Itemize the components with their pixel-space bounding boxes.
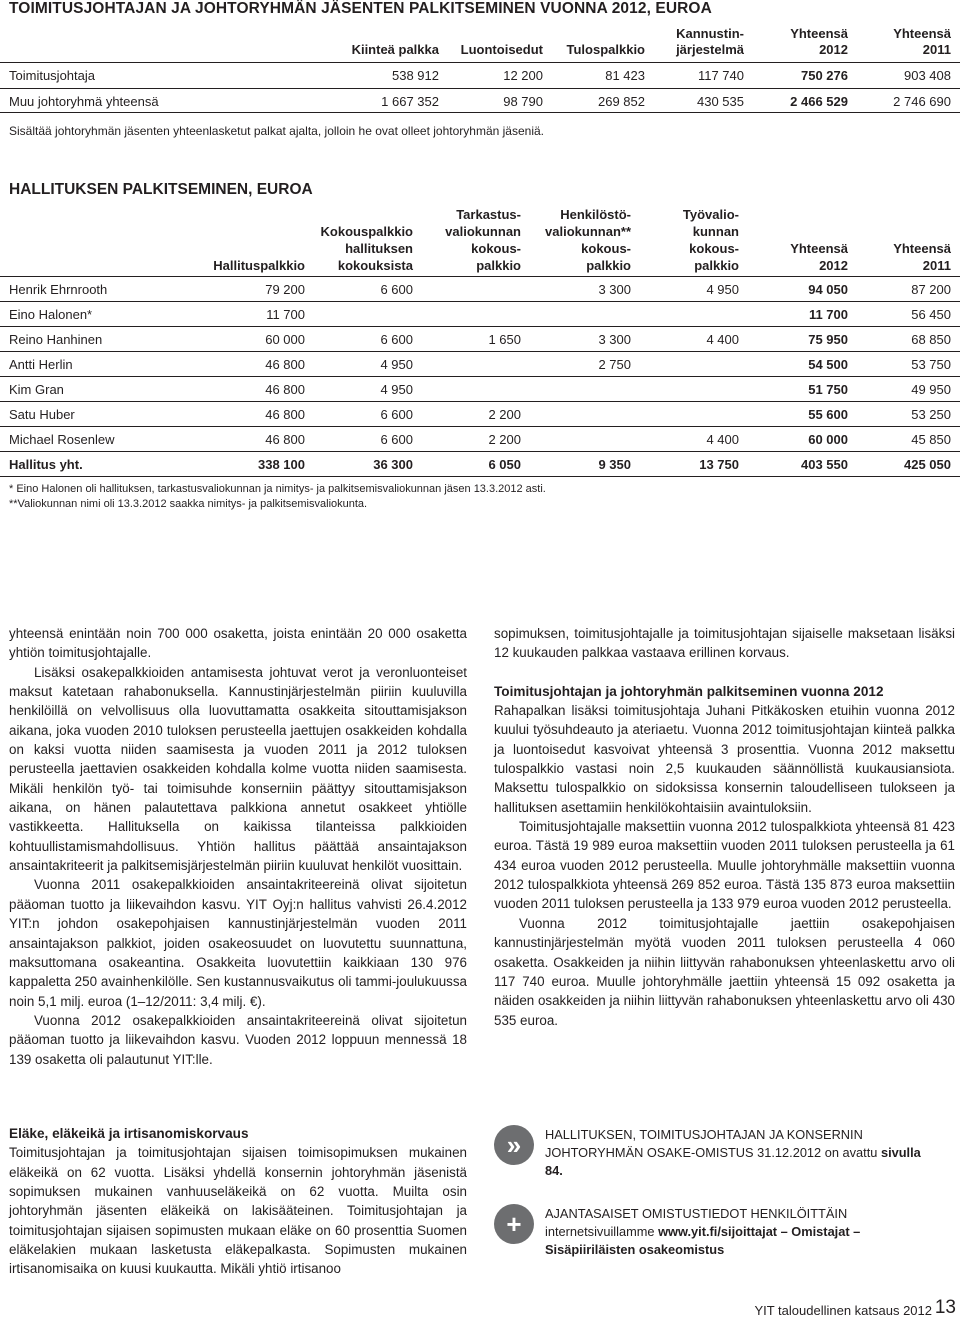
t1-head-total2011-l1: Yhteensä	[893, 26, 951, 41]
table1-header	[0, 26, 960, 58]
table2-footnote-2: **Valiokunnan nimi oli 13.3.2012 saakka nimitys- ja palkitsemisvaliokunta.	[9, 498, 368, 510]
t2-head-total2011	[893, 240, 951, 274]
t2-head-audit-l4: palkkio	[476, 258, 521, 273]
t2-cell-board: 60 000	[265, 332, 305, 347]
t2-head-total2012	[790, 240, 848, 274]
t2-total-name: Hallitus yht.	[9, 457, 83, 472]
table2-body	[0, 276, 960, 477]
t1-cell-total2011: 903 408	[904, 68, 951, 83]
body-left-column	[9, 624, 467, 1069]
t2-head-board-fee: Hallituspalkkio	[213, 258, 305, 273]
table-row	[0, 401, 960, 426]
t1-cell-bonus: 269 852	[598, 94, 645, 109]
callout-ownership	[545, 1126, 925, 1180]
callout-ownership-text: HALLITUKSEN, TOIMITUSJOHTAJAN JA KONSERNIN JOHTORYHMÄN OSAKE-OMISTUS 31.12.2012 on avattu	[545, 1127, 878, 1160]
pension-heading: Eläke, eläkeikä ja irtisanomiskorvaus	[9, 1126, 249, 1141]
t2-cell-name: Henrik Ehrnrooth	[9, 282, 108, 297]
table2-footnotes	[9, 482, 546, 512]
t1-head-total2011-l2: 2011	[922, 42, 951, 57]
t1-head-total2012	[790, 26, 848, 58]
callout-holdings	[545, 1205, 945, 1259]
body-right-paragraph-1: sopimuksen, toimitusjohtajalle ja toimitusjohtajan sijaiselle maksetaan lisäksi 12 kuukauden palkkaa vastaava erillinen korvaus.	[494, 626, 955, 661]
t2-total-meeting: 36 300	[373, 457, 413, 472]
table2-header	[0, 204, 960, 274]
body-left-paragraph-1: yhteensä enintään noin 700 000 osaketta, joista enintään 20 000 osaketta yhtiön toimitusjohtajalle.	[9, 626, 467, 661]
t2-cell-name: Satu Huber	[9, 407, 75, 422]
table-row	[0, 276, 960, 301]
pension-paragraph: Toimitusjohtajan ja toimitusjohtajan sijaisen toimisopimuksen mukainen eläkeikä on 62 vuotta. Lisäksi yhdellä konsernin johtoryhmän jäsenistä sopimuksen mukainen vanhuuseläkeikä on 62 vuotta. Muilta osin johtoryhmän jäsenten eläkeikä on lakisääteinen. Toimitusjohtajan ja toimitusjohtajan sijaisen sopimusten mukaan eläke on 60 prosenttia Suomen eläkelakien mukaan lasketusta eläkepalkasta. Sopimusten mukainen irtisanomisaika on kuusi kuukautta. Mikäli yhtiö irtisanoo	[9, 1145, 467, 1277]
t1-head-incentive-l1: Kannustin-	[676, 26, 744, 41]
callout-ownership-link[interactable]: sivulla 84.	[545, 1145, 921, 1178]
t2-cell-name: Eino Halonen*	[9, 307, 93, 322]
t1-cell-incentive: 117 740	[697, 68, 744, 83]
body-right-paragraph-2: Rahapalkan lisäksi toimitusjohtaja Juhani Pitkäkosken etuihin vuonna 2012 kuului työsuhdeauto ja ateriaetu. Vuonna 2012 toimitusjohtajan kiinteä palkka ja luontoisedut kasvoivat yhteensä 3 prosenttia. Vuonna 2012 maksettu tulospalkkio vastasi noin 2,5 kuukauden säännöllistä kuukausiansiota. Maksettu tulospalkkio on sidoksissa konsernin taloudelliseen tulokseen ja hallituksen asettamiin henkilökohtaisiin avaintuloksiin.	[494, 703, 955, 815]
t2-head-personnel-l2: valiokunnan**	[545, 224, 631, 239]
t1-head-total2012-l1: Yhteensä	[790, 26, 848, 41]
t2-head-work-l1: Työvalio-	[682, 207, 739, 222]
t2-head-audit	[445, 206, 521, 274]
t2-total-work: 13 750	[699, 457, 739, 472]
t2-cell-meeting: 6 600	[380, 432, 413, 447]
t2-cell-meeting: 6 600	[380, 282, 413, 297]
t1-cell-total2012: 2 466 529	[790, 94, 848, 109]
t2-cell-board: 11 700	[266, 307, 305, 322]
t2-cell-board: 46 800	[265, 432, 305, 447]
table-row	[0, 326, 960, 351]
t2-head-audit-l1: Tarkastus-	[456, 207, 521, 222]
t2-cell-total2011: 49 950	[911, 382, 951, 397]
table-row	[0, 426, 960, 451]
t2-total-personnel: 9 350	[598, 457, 631, 472]
t2-cell-name: Reino Hanhinen	[9, 332, 103, 347]
t1-cell-name: Muu johtoryhmä yhteensä	[9, 94, 159, 109]
t2-cell-work: 4 400	[706, 432, 739, 447]
t2-cell-audit: 2 200	[488, 407, 521, 422]
body-right-paragraph-4: Vuonna 2012 toimitusjohtajalle jaettiin osakepohjaisen kannustinjärjestelmän myötä vuoden 2011 tuloksen perusteella 4 060 osaketta. Osakkeiden ja niihin liittyvän rahabonuksen yhteenlaskettu arvo oli 117 740 euroa. Muulle johtoryhmälle jaettiin yhteensä 15 092 osaketta ja näiden osakkeiden ja niihin liittyvän rahabonuksen yhteenlaskettu arvo oli 430 535 euroa.	[494, 915, 955, 1028]
t2-head-total2012-l2: 2012	[819, 258, 848, 273]
t2-head-total2011-l2: 2011	[922, 258, 951, 273]
page-number: 13	[934, 1297, 956, 1318]
t2-cell-total2011: 53 750	[911, 357, 951, 372]
body-left-paragraph-4: Vuonna 2012 osakepalkkioiden ansaintakriteereinä olivat sijoitetun pääoman tuotto ja liikevaihdon kasvu. Vuoden 2012 loppuun mennessä 18 139 osaketta oli palautunut YIT:lle.	[9, 1012, 467, 1067]
t2-cell-personnel: 3 300	[598, 332, 631, 347]
t1-cell-total2012: 750 276	[801, 68, 848, 83]
t2-head-personnel-l4: palkkio	[586, 258, 631, 273]
t2-cell-total2012: 55 600	[808, 407, 848, 422]
t2-cell-audit: 1 650	[488, 332, 521, 347]
t2-cell-total2011: 68 850	[911, 332, 951, 347]
t2-total-total2012: 403 550	[801, 457, 848, 472]
t2-cell-work: 4 950	[706, 282, 739, 297]
t2-cell-board: 46 800	[265, 357, 305, 372]
t1-cell-benefits: 12 200	[503, 68, 543, 83]
t2-total-board: 338 100	[258, 457, 305, 472]
t1-head-total2011	[893, 26, 951, 58]
t2-total-audit: 6 050	[488, 457, 521, 472]
table1-body	[0, 62, 960, 114]
t2-head-personnel-l1: Henkilöstö-	[560, 207, 631, 222]
t2-head-meeting-l1: Kokouspalkkio	[320, 224, 413, 239]
t1-head-fixed: Kiinteä palkka	[351, 42, 439, 57]
table-row	[0, 351, 960, 376]
t2-cell-total2011: 45 850	[911, 432, 951, 447]
t2-head-personnel	[545, 206, 631, 274]
t1-head-benefits: Luontoisedut	[460, 42, 543, 57]
t2-head-audit-l3: kokous-	[471, 241, 521, 256]
t2-cell-meeting: 4 950	[380, 357, 413, 372]
t2-cell-board: 79 200	[265, 282, 305, 297]
t2-head-total2012-l1: Yhteensä	[790, 241, 848, 256]
table-total-row	[0, 451, 960, 477]
t2-cell-name: Kim Gran	[9, 382, 64, 397]
pension-section	[9, 1124, 467, 1279]
table2-title: HALLITUKSEN PALKITSEMINEN, EUROA	[9, 181, 313, 198]
t2-cell-meeting: 4 950	[380, 382, 413, 397]
t2-cell-audit: 2 200	[488, 432, 521, 447]
table-row	[0, 88, 960, 114]
table-row	[0, 62, 960, 88]
t2-head-work	[683, 206, 739, 274]
t2-head-meeting	[321, 223, 413, 274]
footer-report-name: YIT taloudellinen katsaus 2012	[754, 1303, 932, 1318]
table-row	[0, 301, 960, 326]
t2-cell-total2012: 51 750	[808, 382, 848, 397]
callout-holdings-link[interactable]: www.yit.fi/sijoittajat – Omistajat – Sisäpiiriläisten osakeomistus	[545, 1224, 861, 1257]
t1-head-incentive	[676, 26, 744, 58]
table1-note: Sisältää johtoryhmän jäsenten yhteenlasketut palkat ajalta, jolloin he ovat olleet johtoryhmän jäseniä.	[9, 124, 544, 138]
t1-cell-incentive: 430 535	[697, 94, 744, 109]
t1-cell-total2011: 2 746 690	[893, 94, 951, 109]
t2-head-meeting-l3: kokouksista	[337, 258, 413, 273]
t1-cell-fixed: 538 912	[392, 68, 439, 83]
table2-footnote-1: * Eino Halonen oli hallituksen, tarkastusvaliokunnan ja nimitys- ja palkitsemisvaliokunnan jäsen 13.3.2012 asti.	[9, 483, 546, 495]
t2-cell-personnel: 3 300	[598, 282, 631, 297]
t2-head-work-l2: kunnan	[692, 224, 739, 239]
table1-title: TOIMITUSJOHTAJAN JA JOHTORYHMÄN JÄSENTEN PALKITSEMINEN VUONNA 2012, EUROA	[9, 0, 712, 17]
callout-holdings-text: AJANTASAISET OMISTUSTIEDOT HENKILÖITTÄIN internetsivuillamme	[545, 1206, 848, 1239]
t2-cell-total2012: 60 000	[808, 432, 848, 447]
t2-cell-board: 46 800	[265, 382, 305, 397]
body-left-paragraph-2: Lisäksi osakepalkkioiden antamisesta johtuvat verot ja veronluonteiset maksut katetaan rahabonuksella. Kannustinjärjestelmän piiriin kuuluvilla henkilöillä on velvollisuus olla luovuttamatta osakkeita sitouttamisjakson aikana, joka vuoden 2010 tuloksen perusteella jaettujen osakkeiden kohdalla on kaksi vuotta niiden saamisesta ja vuoden 2011 ja 2012 tuloksen perusteella jaettavien osakkeiden kohdalla kolme vuotta niiden saamisesta. Mikäli henkilön työ- tai toimisuhde konserniin päättyy sitouttamisjakson aikana, on hänen palautettava palkkiona annetut osakkeet yhtiölle vastikkeetta. Hallituksella on kaikissa tilanteissa palkkioiden kohtuullistamismahdollisuus. Yhtiön hallitus päättää ansaintajakson ansaintakriteerit ja palkitsemisjärjestelmän piiriin kuuluvat henkilöt vuosittain.	[9, 664, 467, 874]
t2-cell-total2012: 94 050	[808, 282, 848, 297]
t2-head-total2011-l1: Yhteensä	[893, 241, 951, 256]
t1-cell-name: Toimitusjohtaja	[9, 68, 95, 83]
t2-cell-total2012: 11 700	[808, 307, 848, 322]
table-row	[0, 376, 960, 401]
t1-cell-benefits: 98 790	[503, 94, 543, 109]
body-left-paragraph-3: Vuonna 2011 osakepalkkioiden ansaintakriteereinä olivat sijoitetun pääoman tuotto ja liikevaihdon kasvu. YIT Oyj:n hallitus vahvisti 26.4.2012 YIT:n johdon osakepohjaisen kannustinjärjestelmän vuoden 2011 ansaintajakson palkkiot, joiden osakeosuudet on luovutettu suunnattuna, maksuttomana osakeantina. Osakkeita luovutettiin kaikkiaan 130 976 kappaletta 250 avainhenkilölle. Sen kustannusvaikutus oli tammi-joulukuussa noin 5,1 milj. euroa (1–12/2011: 3,4 milj. €).	[9, 877, 467, 1009]
t2-cell-meeting: 6 600	[380, 407, 413, 422]
plus-icon: +	[494, 1204, 534, 1244]
table1-bottom-rule	[0, 112, 960, 113]
t1-head-bonus: Tulospalkkio	[566, 42, 645, 57]
t1-cell-fixed: 1 667 352	[381, 94, 439, 109]
compensation-heading: Toimitusjohtajan ja johtoryhmän palkitseminen vuonna 2012	[494, 683, 884, 699]
body-right-column	[494, 624, 955, 1030]
t2-cell-work: 4 400	[706, 332, 739, 347]
t2-cell-name: Michael Rosenlew	[9, 432, 115, 447]
t2-cell-personnel: 2 750	[598, 357, 631, 372]
t2-cell-total2012: 75 950	[808, 332, 848, 347]
arrow-forward-icon: »	[494, 1125, 534, 1165]
t2-head-work-l3: kokous-	[689, 241, 739, 256]
t2-cell-total2011: 53 250	[911, 407, 951, 422]
body-right-paragraph-3: Toimitusjohtajalle maksettiin vuonna 2012 tulospalkkiota yhteensä 81 423 euroa. Tästä 19 989 euroa maksettiin vuoden 2011 tuloksen perusteella ja 61 434 euroa vuoden 2012 perusteella. Muulle johtoryhmälle maksettiin vuonna 2012 tulospalkkiota yhteensä 269 852 euroa. Tästä 135 873 euroa maksettiin vuoden 2011 tuloksen perusteella ja 133 979 euroa vuoden 2012 perusteella.	[494, 819, 955, 912]
t2-cell-name: Antti Herlin	[9, 357, 73, 372]
t1-head-total2012-l2: 2012	[819, 42, 848, 57]
t2-head-work-l4: palkkio	[694, 258, 739, 273]
t2-cell-board: 46 800	[265, 407, 305, 422]
t2-cell-total2011: 56 450	[911, 307, 951, 322]
t2-head-audit-l2: valiokunnan	[445, 224, 521, 239]
t2-head-meeting-l2: hallituksen	[345, 241, 413, 256]
t1-head-incentive-l2: järjestelmä	[676, 42, 744, 57]
t2-head-personnel-l3: kokous-	[581, 241, 631, 256]
t2-total-total2011: 425 050	[904, 457, 951, 472]
t2-cell-total2012: 54 500	[808, 357, 848, 372]
t1-cell-bonus: 81 423	[605, 68, 645, 83]
t2-cell-total2011: 87 200	[911, 282, 951, 297]
t2-cell-meeting: 6 600	[380, 332, 413, 347]
